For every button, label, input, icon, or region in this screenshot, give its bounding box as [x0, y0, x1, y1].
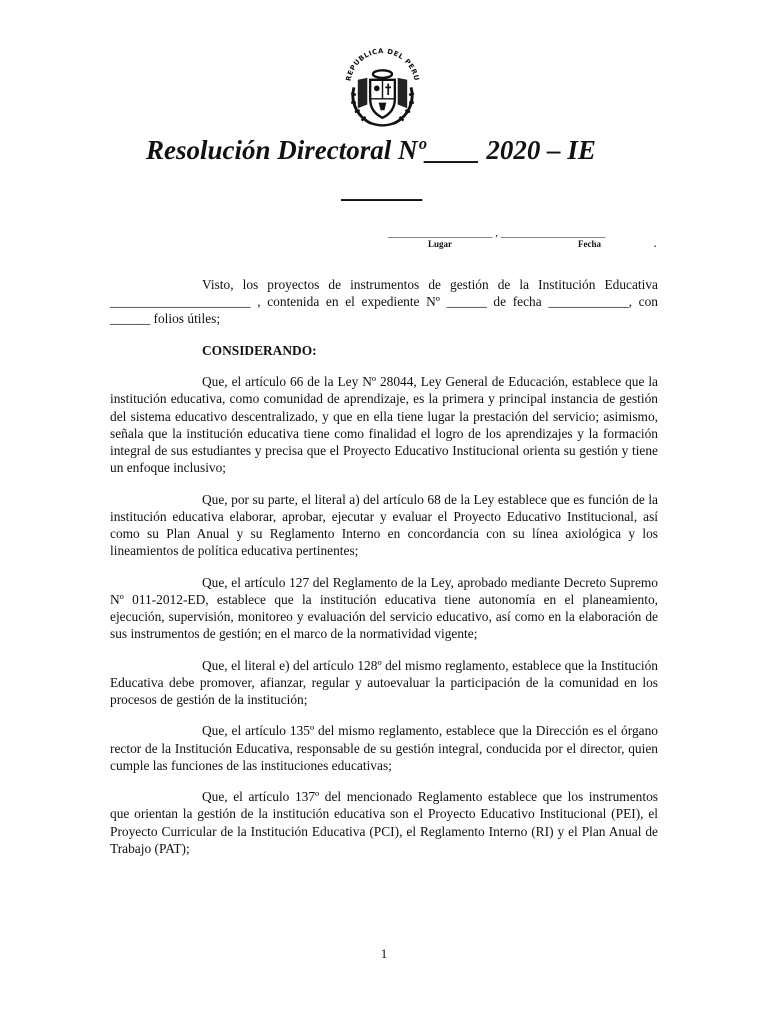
paragraph-article-68: Que, por su parte, el literal a) del artículo 68 de la Ley establece que es función de la institución educativa elaborar, aprobar, ejecutar y evaluar el Proyecto Educativo Institucional, así como su Plan Anual y su Reglamento Interno en concordancia con su línea axiológica y los lineamientos de política educativa pertinentes; [110, 491, 658, 559]
document-body [110, 276, 658, 871]
paragraph-article-137: Que, el artículo 137º del mencionado Reglamento establece que los instrumentos que orientan la gestión de la institución educativa son el Proyecto Educativo Institucional (PEI), el Proyecto Curricular de la Institución Educativa (PCI), el Reglamento Interno (RI) y el Plan Anual de Trabajo (PAT); [110, 789, 658, 856]
date-label-dot: . [654, 239, 657, 249]
place-date-blanks: ___________________ , ___________________ [388, 227, 606, 239]
place-label: Lugar [428, 239, 453, 249]
heading-considerando: CONSIDERANDO: [202, 342, 317, 358]
page-number: 1 [380, 946, 388, 961]
place-date-block [388, 227, 660, 251]
svg-text:REPUBLICA DEL PERU [344, 47, 420, 82]
seal-arc-text: REPUBLICA DEL PERU [344, 47, 421, 82]
paragraph-visto: Visto, los proyectos de instrumentos de gestión de la Institución Educativa _____________________ , contenida en el expediente Nº ______ de fecha ____________, con ______ folios útiles; [110, 277, 658, 327]
date-label: Fecha [578, 239, 601, 249]
paragraph-article-66: Que, el artículo 66 de la Ley Nº 28044, Ley General de Educación, establece que la institución educativa, como comunidad de aprendizaje, es la primera y principal instancia de gestión del sistema educativo descentralizado, y que en ella tiene lugar la prestación del servicio; asimismo, señala que la institución educativa tiene como finalidad el logro de los aprendizajes y la formación integral de sus estudiantes y precisa que el Proyecto Educativo Institucional orienta su gestión y tiene un enfoque inclusivo; [110, 374, 658, 476]
peru-coat-of-arms-icon [335, 38, 430, 133]
paragraph-article-128: Que, el literal e) del artículo 128º del mismo reglamento, establece que la Institución Educativa debe promover, afianzar, regular y autoevaluar la participación de la comunidad en los procesos de gestión de la institución; [110, 657, 658, 707]
resolution-title [110, 131, 658, 207]
resolution-title-line1: Resolución Directoral Nº____ 2020 – IE [146, 135, 596, 165]
paragraph-article-127: Que, el artículo 127 del Reglamento de la Ley, aprobado mediante Decreto Supremo Nº 011-2012-ED, establece que la institución educativa tiene autonomía en el planeamiento, ejecución, supervisión, monitoreo y evaluación del servicio educativo, así como en la elaboración de sus instrumentos de gestión; en el marco de la normatividad vigente; [110, 574, 658, 642]
resolution-title-line2: ______ [343, 173, 424, 203]
paragraph-article-135: Que, el artículo 135º del mismo reglamento, establece que la Dirección es el órgano rector de la Institución Educativa, responsable de su gestión integral, conducida por el director, quien cumple las funciones de las instituciones educativas; [110, 723, 658, 773]
coat-of-arms-seal [335, 38, 430, 133]
